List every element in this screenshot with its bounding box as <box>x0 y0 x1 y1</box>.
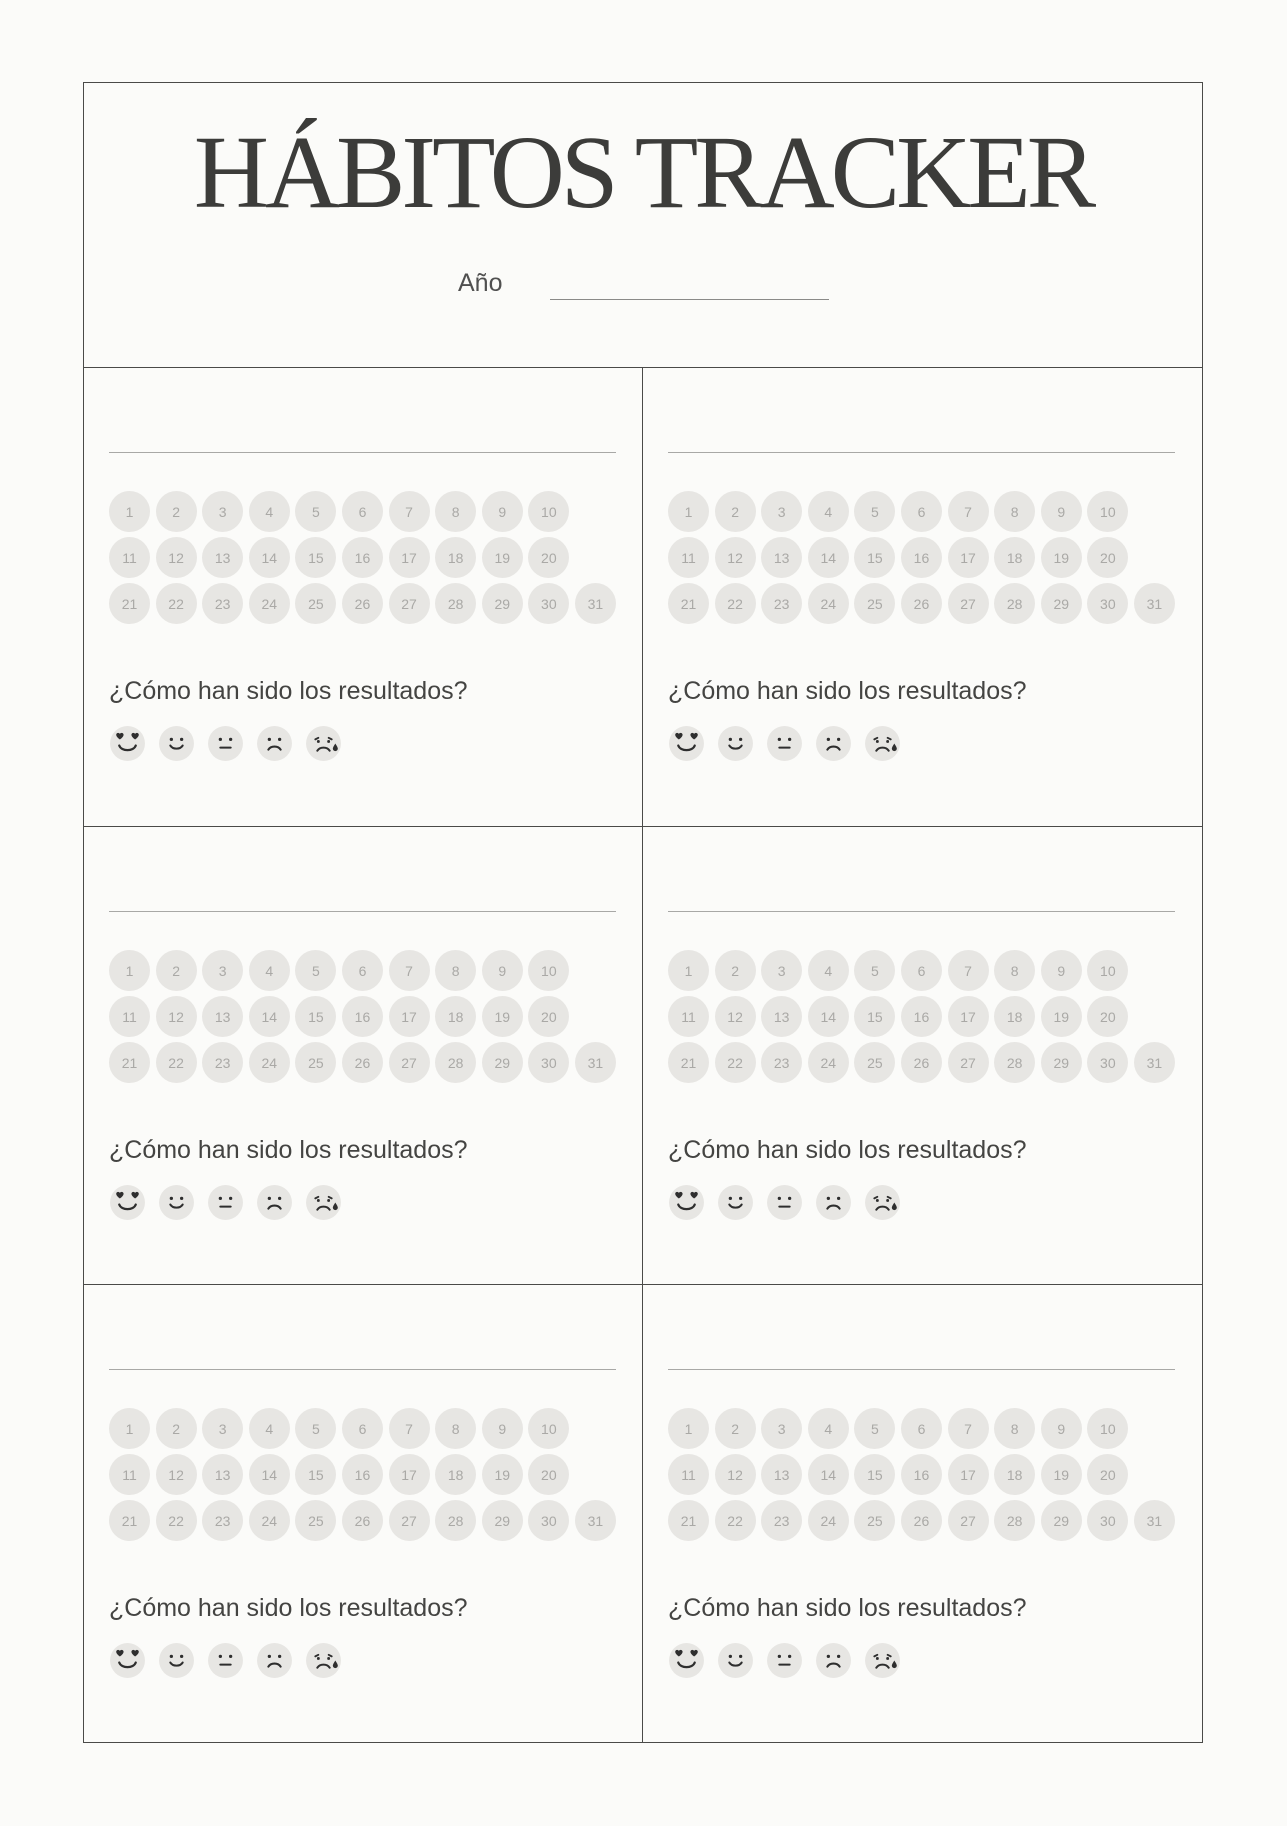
day-bubble[interactable]: 9 <box>482 491 523 532</box>
day-bubble[interactable]: 10 <box>528 1408 569 1449</box>
smile-face-icon[interactable] <box>717 1642 754 1679</box>
crying-face-icon[interactable] <box>305 725 342 762</box>
day-bubble[interactable]: 14 <box>808 1454 849 1495</box>
day-bubble[interactable]: 14 <box>808 996 849 1037</box>
day-bubble[interactable]: 21 <box>668 583 709 624</box>
crying-face-icon[interactable] <box>864 1184 901 1221</box>
results-question: ¿Cómo han sido los resultados? <box>109 677 468 705</box>
day-bubble[interactable]: 13 <box>761 537 802 578</box>
day-bubble[interactable]: 12 <box>715 996 756 1037</box>
heart-eyes-face-icon[interactable] <box>109 1642 146 1679</box>
neutral-face-icon[interactable] <box>766 1642 803 1679</box>
day-bubble[interactable]: 8 <box>435 1408 476 1449</box>
day-bubble[interactable]: 31 <box>575 583 616 624</box>
day-bubble[interactable]: 30 <box>1087 1500 1128 1541</box>
tracker-sheet <box>83 82 1203 1743</box>
day-bubble[interactable]: 24 <box>808 1500 849 1541</box>
day-bubble[interactable]: 11 <box>668 537 709 578</box>
day-bubble[interactable]: 14 <box>249 996 290 1037</box>
day-bubble[interactable]: 31 <box>575 1042 616 1083</box>
day-grid <box>109 1408 616 1541</box>
day-bubble[interactable]: 9 <box>1041 491 1082 532</box>
day-bubble[interactable]: 15 <box>854 996 895 1037</box>
mood-options <box>668 1184 901 1221</box>
day-bubble[interactable]: 26 <box>342 583 383 624</box>
day-bubble[interactable]: 6 <box>901 491 942 532</box>
day-bubble[interactable]: 12 <box>156 537 197 578</box>
day-bubble[interactable]: 11 <box>109 1454 150 1495</box>
day-bubble[interactable]: 29 <box>482 1042 523 1083</box>
day-bubble[interactable]: 3 <box>202 1408 243 1449</box>
day-bubble[interactable]: 19 <box>1041 1454 1082 1495</box>
day-bubble[interactable]: 21 <box>668 1500 709 1541</box>
day-bubble[interactable]: 26 <box>901 1042 942 1083</box>
day-bubble[interactable]: 14 <box>808 537 849 578</box>
smile-face-icon[interactable] <box>158 725 195 762</box>
day-bubble[interactable]: 31 <box>1134 583 1175 624</box>
smile-face-icon[interactable] <box>717 725 754 762</box>
day-bubble[interactable]: 29 <box>1041 583 1082 624</box>
mood-options <box>668 725 901 762</box>
habit-card <box>84 1284 643 1742</box>
day-bubble[interactable]: 10 <box>528 491 569 532</box>
day-grid <box>109 950 616 1083</box>
day-bubble[interactable]: 30 <box>1087 583 1128 624</box>
day-bubble[interactable]: 10 <box>1087 1408 1128 1449</box>
habit-card <box>643 368 1202 826</box>
header <box>84 83 1202 368</box>
day-bubble[interactable]: 20 <box>528 537 569 578</box>
day-bubble[interactable]: 13 <box>761 1454 802 1495</box>
habit-name-line[interactable] <box>668 911 1175 912</box>
day-bubble[interactable]: 27 <box>389 1500 430 1541</box>
day-bubble[interactable]: 6 <box>342 491 383 532</box>
day-bubble[interactable]: 2 <box>156 950 197 991</box>
day-bubble[interactable]: 25 <box>295 583 336 624</box>
day-bubble[interactable]: 20 <box>1087 1454 1128 1495</box>
day-bubble[interactable]: 27 <box>389 1042 430 1083</box>
day-bubble[interactable]: 21 <box>668 1042 709 1083</box>
day-bubble[interactable]: 24 <box>808 1042 849 1083</box>
day-bubble[interactable]: 26 <box>901 583 942 624</box>
day-bubble[interactable]: 13 <box>202 1454 243 1495</box>
day-bubble[interactable]: 5 <box>854 950 895 991</box>
day-bubble[interactable]: 3 <box>202 491 243 532</box>
neutral-face-icon[interactable] <box>207 725 244 762</box>
day-bubble[interactable]: 7 <box>389 950 430 991</box>
page-title: HÁBITOS TRACKER <box>193 115 1093 230</box>
day-bubble[interactable]: 4 <box>249 491 290 532</box>
day-bubble[interactable]: 29 <box>1041 1042 1082 1083</box>
day-bubble[interactable]: 27 <box>389 583 430 624</box>
habit-card <box>643 1284 1202 1742</box>
day-bubble[interactable]: 31 <box>1134 1042 1175 1083</box>
day-bubble[interactable]: 13 <box>202 996 243 1037</box>
day-bubble[interactable]: 21 <box>109 1042 150 1083</box>
day-bubble[interactable]: 31 <box>575 1500 616 1541</box>
crying-face-icon[interactable] <box>305 1642 342 1679</box>
day-bubble[interactable]: 9 <box>1041 1408 1082 1449</box>
day-bubble[interactable]: 8 <box>994 491 1035 532</box>
day-bubble[interactable]: 11 <box>109 537 150 578</box>
crying-face-icon[interactable] <box>864 725 901 762</box>
day-bubble[interactable]: 2 <box>715 1408 756 1449</box>
day-bubble[interactable]: 3 <box>761 950 802 991</box>
day-bubble[interactable]: 17 <box>948 537 989 578</box>
results-question: ¿Cómo han sido los resultados? <box>668 1594 1027 1622</box>
day-bubble[interactable]: 30 <box>528 1042 569 1083</box>
day-bubble[interactable]: 15 <box>295 1454 336 1495</box>
smile-face-icon[interactable] <box>717 1184 754 1221</box>
day-bubble[interactable]: 30 <box>528 583 569 624</box>
day-bubble[interactable]: 26 <box>342 1042 383 1083</box>
day-bubble[interactable]: 18 <box>994 1454 1035 1495</box>
day-bubble[interactable]: 16 <box>342 1454 383 1495</box>
day-bubble[interactable]: 20 <box>528 1454 569 1495</box>
day-bubble[interactable]: 4 <box>808 1408 849 1449</box>
day-bubble[interactable]: 9 <box>482 1408 523 1449</box>
day-bubble[interactable]: 27 <box>948 1500 989 1541</box>
day-bubble[interactable]: 22 <box>156 1042 197 1083</box>
day-bubble[interactable]: 29 <box>482 1500 523 1541</box>
day-bubble[interactable]: 18 <box>435 537 476 578</box>
habit-grid <box>84 368 1202 1742</box>
day-bubble[interactable]: 17 <box>389 1454 430 1495</box>
day-bubble[interactable]: 12 <box>156 996 197 1037</box>
day-bubble[interactable]: 7 <box>948 950 989 991</box>
year-input-line[interactable] <box>550 299 829 300</box>
day-bubble[interactable]: 17 <box>948 1454 989 1495</box>
day-bubble[interactable]: 23 <box>202 1042 243 1083</box>
day-bubble[interactable]: 24 <box>249 1042 290 1083</box>
day-bubble[interactable]: 5 <box>854 491 895 532</box>
day-bubble[interactable]: 19 <box>482 537 523 578</box>
neutral-face-icon[interactable] <box>766 1184 803 1221</box>
day-bubble[interactable]: 21 <box>109 1500 150 1541</box>
day-bubble[interactable]: 6 <box>342 950 383 991</box>
day-bubble[interactable]: 20 <box>1087 996 1128 1037</box>
habit-card <box>84 368 643 826</box>
habit-name-line[interactable] <box>668 452 1175 453</box>
day-bubble[interactable]: 24 <box>808 583 849 624</box>
day-bubble[interactable]: 7 <box>389 1408 430 1449</box>
day-bubble[interactable]: 25 <box>854 1500 895 1541</box>
day-bubble[interactable]: 28 <box>435 583 476 624</box>
day-bubble[interactable]: 28 <box>994 583 1035 624</box>
day-bubble[interactable]: 14 <box>249 537 290 578</box>
year-label: Año <box>458 269 503 297</box>
day-bubble[interactable]: 16 <box>901 996 942 1037</box>
day-bubble[interactable]: 1 <box>109 1408 150 1449</box>
results-question: ¿Cómo han sido los resultados? <box>109 1136 468 1164</box>
day-bubble[interactable]: 7 <box>948 491 989 532</box>
day-bubble[interactable]: 19 <box>1041 996 1082 1037</box>
heart-eyes-face-icon[interactable] <box>668 725 705 762</box>
day-bubble[interactable]: 11 <box>668 996 709 1037</box>
day-bubble[interactable]: 28 <box>435 1500 476 1541</box>
day-bubble[interactable]: 26 <box>901 1500 942 1541</box>
heart-eyes-face-icon[interactable] <box>109 725 146 762</box>
day-grid <box>109 491 616 624</box>
day-bubble[interactable]: 22 <box>715 1042 756 1083</box>
habit-card <box>643 826 1202 1284</box>
day-bubble[interactable]: 7 <box>389 491 430 532</box>
day-bubble[interactable]: 22 <box>715 1500 756 1541</box>
day-bubble[interactable]: 29 <box>1041 1500 1082 1541</box>
day-bubble[interactable]: 8 <box>435 491 476 532</box>
day-bubble[interactable]: 25 <box>295 1042 336 1083</box>
day-bubble[interactable]: 3 <box>761 1408 802 1449</box>
results-question: ¿Cómo han sido los resultados? <box>109 1594 468 1622</box>
day-bubble[interactable]: 16 <box>342 537 383 578</box>
day-bubble[interactable]: 8 <box>435 950 476 991</box>
day-bubble[interactable]: 28 <box>994 1500 1035 1541</box>
day-bubble[interactable]: 1 <box>109 950 150 991</box>
neutral-face-icon[interactable] <box>207 1642 244 1679</box>
heart-eyes-face-icon[interactable] <box>668 1184 705 1221</box>
day-grid <box>668 950 1175 1083</box>
day-bubble[interactable]: 10 <box>1087 950 1128 991</box>
day-bubble[interactable]: 6 <box>342 1408 383 1449</box>
day-bubble[interactable]: 18 <box>994 537 1035 578</box>
day-bubble[interactable]: 1 <box>668 1408 709 1449</box>
day-bubble[interactable]: 22 <box>156 1500 197 1541</box>
day-bubble[interactable]: 13 <box>761 996 802 1037</box>
day-bubble[interactable]: 20 <box>528 996 569 1037</box>
sad-face-icon[interactable] <box>815 725 852 762</box>
heart-eyes-face-icon[interactable] <box>109 1184 146 1221</box>
day-bubble[interactable]: 8 <box>994 1408 1035 1449</box>
habit-card <box>84 826 643 1284</box>
mood-options <box>668 1642 901 1679</box>
sad-face-icon[interactable] <box>815 1642 852 1679</box>
day-bubble[interactable]: 27 <box>948 583 989 624</box>
habit-name-line[interactable] <box>109 452 616 453</box>
day-bubble[interactable]: 4 <box>249 950 290 991</box>
day-bubble[interactable]: 19 <box>482 996 523 1037</box>
day-bubble[interactable]: 30 <box>1087 1042 1128 1083</box>
day-bubble[interactable]: 1 <box>668 491 709 532</box>
day-bubble[interactable]: 1 <box>668 950 709 991</box>
neutral-face-icon[interactable] <box>766 725 803 762</box>
sad-face-icon[interactable] <box>256 1642 293 1679</box>
day-bubble[interactable]: 15 <box>295 996 336 1037</box>
day-bubble[interactable]: 15 <box>854 1454 895 1495</box>
day-bubble[interactable]: 10 <box>528 950 569 991</box>
day-bubble[interactable]: 15 <box>854 537 895 578</box>
day-bubble[interactable]: 11 <box>109 996 150 1037</box>
day-bubble[interactable]: 3 <box>202 950 243 991</box>
habit-name-line[interactable] <box>109 911 616 912</box>
day-bubble[interactable]: 23 <box>761 1500 802 1541</box>
day-bubble[interactable]: 16 <box>901 537 942 578</box>
crying-face-icon[interactable] <box>305 1184 342 1221</box>
day-bubble[interactable]: 12 <box>715 1454 756 1495</box>
day-grid <box>668 1408 1175 1541</box>
day-bubble[interactable]: 23 <box>761 1042 802 1083</box>
day-bubble[interactable]: 17 <box>948 996 989 1037</box>
day-bubble[interactable]: 4 <box>808 491 849 532</box>
habit-name-line[interactable] <box>109 1369 616 1370</box>
day-bubble[interactable]: 19 <box>1041 537 1082 578</box>
day-bubble[interactable]: 14 <box>249 1454 290 1495</box>
day-bubble[interactable]: 12 <box>156 1454 197 1495</box>
day-bubble[interactable]: 2 <box>156 1408 197 1449</box>
smile-face-icon[interactable] <box>158 1184 195 1221</box>
day-bubble[interactable]: 5 <box>295 950 336 991</box>
mood-options <box>109 1184 342 1221</box>
mood-options <box>109 725 342 762</box>
day-bubble[interactable]: 2 <box>156 491 197 532</box>
day-bubble[interactable]: 11 <box>668 1454 709 1495</box>
day-bubble[interactable]: 13 <box>202 537 243 578</box>
day-bubble[interactable]: 10 <box>1087 491 1128 532</box>
day-bubble[interactable]: 17 <box>389 537 430 578</box>
day-bubble[interactable]: 19 <box>482 1454 523 1495</box>
day-bubble[interactable]: 30 <box>528 1500 569 1541</box>
sad-face-icon[interactable] <box>815 1184 852 1221</box>
day-bubble[interactable]: 16 <box>342 996 383 1037</box>
day-bubble[interactable]: 5 <box>295 1408 336 1449</box>
day-bubble[interactable]: 27 <box>948 1042 989 1083</box>
day-bubble[interactable]: 15 <box>295 537 336 578</box>
smile-face-icon[interactable] <box>158 1642 195 1679</box>
day-bubble[interactable]: 9 <box>482 950 523 991</box>
day-bubble[interactable]: 25 <box>854 1042 895 1083</box>
day-bubble[interactable]: 29 <box>482 583 523 624</box>
day-bubble[interactable]: 4 <box>808 950 849 991</box>
day-bubble[interactable]: 26 <box>342 1500 383 1541</box>
day-bubble[interactable]: 28 <box>435 1042 476 1083</box>
day-bubble[interactable]: 12 <box>715 537 756 578</box>
day-bubble[interactable]: 4 <box>249 1408 290 1449</box>
day-bubble[interactable]: 18 <box>435 996 476 1037</box>
day-bubble[interactable]: 5 <box>854 1408 895 1449</box>
day-bubble[interactable]: 31 <box>1134 1500 1175 1541</box>
results-question: ¿Cómo han sido los resultados? <box>668 1136 1027 1164</box>
day-bubble[interactable]: 20 <box>1087 537 1128 578</box>
day-bubble[interactable]: 25 <box>295 1500 336 1541</box>
mood-options <box>109 1642 342 1679</box>
sad-face-icon[interactable] <box>256 1184 293 1221</box>
heart-eyes-face-icon[interactable] <box>668 1642 705 1679</box>
day-bubble[interactable]: 23 <box>202 583 243 624</box>
day-bubble[interactable]: 17 <box>389 996 430 1037</box>
sad-face-icon[interactable] <box>256 725 293 762</box>
day-bubble[interactable]: 22 <box>156 583 197 624</box>
day-bubble[interactable]: 7 <box>948 1408 989 1449</box>
day-bubble[interactable]: 25 <box>854 583 895 624</box>
day-bubble[interactable]: 6 <box>901 1408 942 1449</box>
day-bubble[interactable]: 3 <box>761 491 802 532</box>
day-bubble[interactable]: 2 <box>715 950 756 991</box>
day-bubble[interactable]: 23 <box>202 1500 243 1541</box>
day-bubble[interactable]: 5 <box>295 491 336 532</box>
day-bubble[interactable]: 24 <box>249 1500 290 1541</box>
day-bubble[interactable]: 22 <box>715 583 756 624</box>
day-bubble[interactable]: 2 <box>715 491 756 532</box>
results-question: ¿Cómo han sido los resultados? <box>668 677 1027 705</box>
day-bubble[interactable]: 9 <box>1041 950 1082 991</box>
day-bubble[interactable]: 21 <box>109 583 150 624</box>
day-bubble[interactable]: 16 <box>901 1454 942 1495</box>
day-bubble[interactable]: 1 <box>109 491 150 532</box>
day-bubble[interactable]: 18 <box>994 996 1035 1037</box>
day-bubble[interactable]: 6 <box>901 950 942 991</box>
day-grid <box>668 491 1175 624</box>
day-bubble[interactable]: 24 <box>249 583 290 624</box>
crying-face-icon[interactable] <box>864 1642 901 1679</box>
day-bubble[interactable]: 18 <box>435 1454 476 1495</box>
habit-name-line[interactable] <box>668 1369 1175 1370</box>
neutral-face-icon[interactable] <box>207 1184 244 1221</box>
day-bubble[interactable]: 8 <box>994 950 1035 991</box>
day-bubble[interactable]: 28 <box>994 1042 1035 1083</box>
day-bubble[interactable]: 23 <box>761 583 802 624</box>
